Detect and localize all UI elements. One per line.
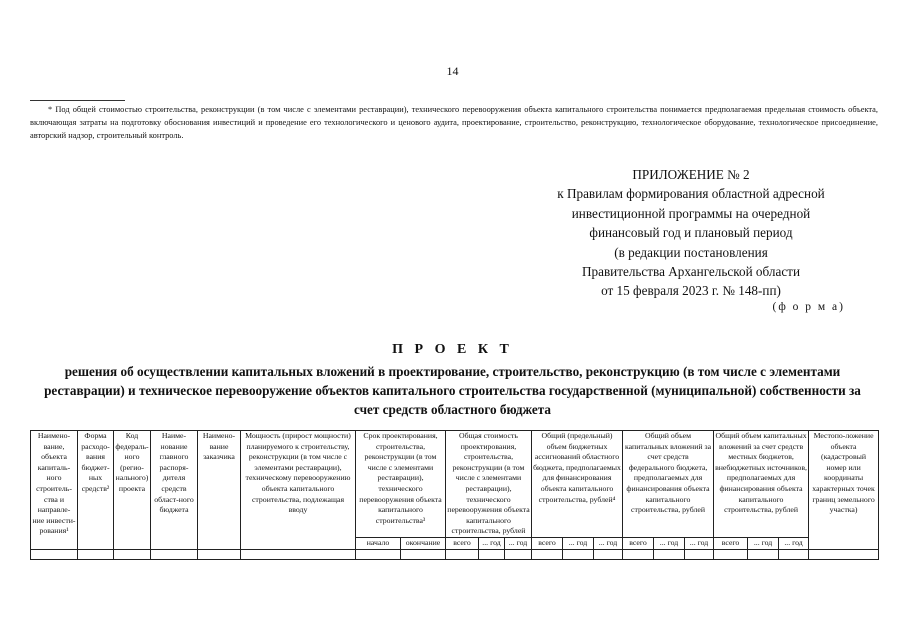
table-cell [401, 549, 446, 559]
table-header: Код федераль-ного (регио-нального) проекта [114, 431, 151, 550]
table-cell [532, 549, 563, 559]
footnote-separator [30, 100, 125, 101]
subheader-cell: ... год [594, 537, 623, 549]
table-cell [198, 549, 241, 559]
table-cell [114, 549, 151, 559]
appendix-block [520, 165, 862, 301]
table-cell [714, 549, 748, 559]
subheader-cell: окончание [401, 537, 446, 549]
appendix-line: Правительства Архангельской области [581, 264, 801, 280]
appendix-line: (в редакции постановления [614, 244, 768, 260]
table-header: Общий (предельный) объем бюджетных ассигнований областного бюджета, предполагаемых для финансирования объекта капитального строительства, рублей⁴ [532, 431, 623, 538]
forma-label: (ф о р м а) [772, 301, 845, 313]
table-header: Срок проектирования, строительства, реконструкции (в том числе с элементами реставрации), технического перевооружения объекта капитального строительства³ [356, 431, 446, 538]
table-header: Общий объем капитальных вложений за счет средств местных бюджетов, внебюджетных источников, предполагаемых для финансирования объекта капитального строительства, рублей [714, 431, 809, 538]
table-header: Общая стоимость проектирования, строительства, реконструкции (в том числе с элементами реставрации), технического перевооружения объекта капитального строительства, рублей [446, 431, 532, 538]
table-cell [356, 549, 401, 559]
subheader-cell: всего [714, 537, 748, 549]
table-cell [479, 549, 505, 559]
table-header: Местопо-ложение объекта (кадастровый номер или координаты характерных точек границ земельного участка) [809, 431, 879, 550]
table-cell [654, 549, 685, 559]
table-cell [623, 549, 654, 559]
table-header-row [31, 431, 879, 538]
table-cell [151, 549, 198, 559]
appendix-line: от 15 февраля 2023 г. № 148-пп) [601, 283, 781, 299]
subheader-cell: ... год [685, 537, 714, 549]
subheader-cell: ... год [505, 537, 532, 549]
table-cell [685, 549, 714, 559]
table-cell [446, 549, 479, 559]
table-header: Наимено-вание, объекта капиталь-ного строитель-ства и направле-ние инвести-рования¹ [31, 431, 78, 550]
subheader-cell: ... год [748, 537, 779, 549]
footnote: * Под общей стоимостью строительства, реконструкции (в том числе с элементами реставрации), технического перевооружения объекта капитального строительства понимается предполагаемая предельная стоимость объекта, включающая затраты на подготовку обоснования инвестиций и проведение его технологического и ценового аудита, проектирование, строительство, реконструкцию, технологическое оборудование, технологическое присоединение, авторский надзор, строительный контроль. [30, 105, 878, 140]
subheader-cell: ... год [563, 537, 594, 549]
subheader-cell: ... год [779, 537, 809, 549]
table-row [31, 549, 879, 559]
subheader-cell: ... год [479, 537, 505, 549]
table-cell [505, 549, 532, 559]
subheader-cell: всего [623, 537, 654, 549]
subheader-cell: начало [356, 537, 401, 549]
appendix-line: к Правилам формирования областной адресной [557, 186, 825, 202]
table-header: Форма расходо-вания бюджет-ных средств² [78, 431, 114, 550]
table-cell [748, 549, 779, 559]
table-header: Мощность (прирост мощности) планируемого к строительству, реконструкции (в том числе с элементами реставрации), техническому перевооружению объекта капитального строительства, подлежащая вводу [241, 431, 356, 550]
table-cell [809, 549, 879, 559]
page-number: 14 [446, 64, 459, 78]
project-title: П Р О Е К Т [392, 342, 513, 357]
table-header: Наиме-нование главного распоря-дителя средств област-ного бюджета [151, 431, 198, 550]
subheader-cell: ... год [654, 537, 685, 549]
table-cell [563, 549, 594, 559]
table-cell [31, 549, 78, 559]
table-header: Общий объем капитальных вложений за счет средств федерального бюджета, предполагаемых для финансирования объекта капитального строительства, рублей [623, 431, 714, 538]
table-cell [594, 549, 623, 559]
appendix-line: ПРИЛОЖЕНИЕ № 2 [632, 167, 750, 182]
appendix-line: финансовый год и плановый период [589, 225, 793, 241]
appendix-line: инвестиционной программы на очередной [571, 205, 811, 221]
table-cell [779, 549, 809, 559]
table-cell [78, 549, 114, 559]
table-header: Наимено-вание заказчика [198, 431, 241, 550]
form-table [30, 430, 879, 560]
table-cell [241, 549, 356, 559]
project-subtitle: решения об осуществлении капитальных вложений в проектирование, строительство, реконструкцию (в том числе с элементами реставрации) и техническое перевооружение объектов капитального строительства государственной (муниципальной) собственности за счет средств областного бюджета [44, 364, 861, 418]
subheader-cell: всего [446, 537, 479, 549]
subheader-cell: всего [532, 537, 563, 549]
